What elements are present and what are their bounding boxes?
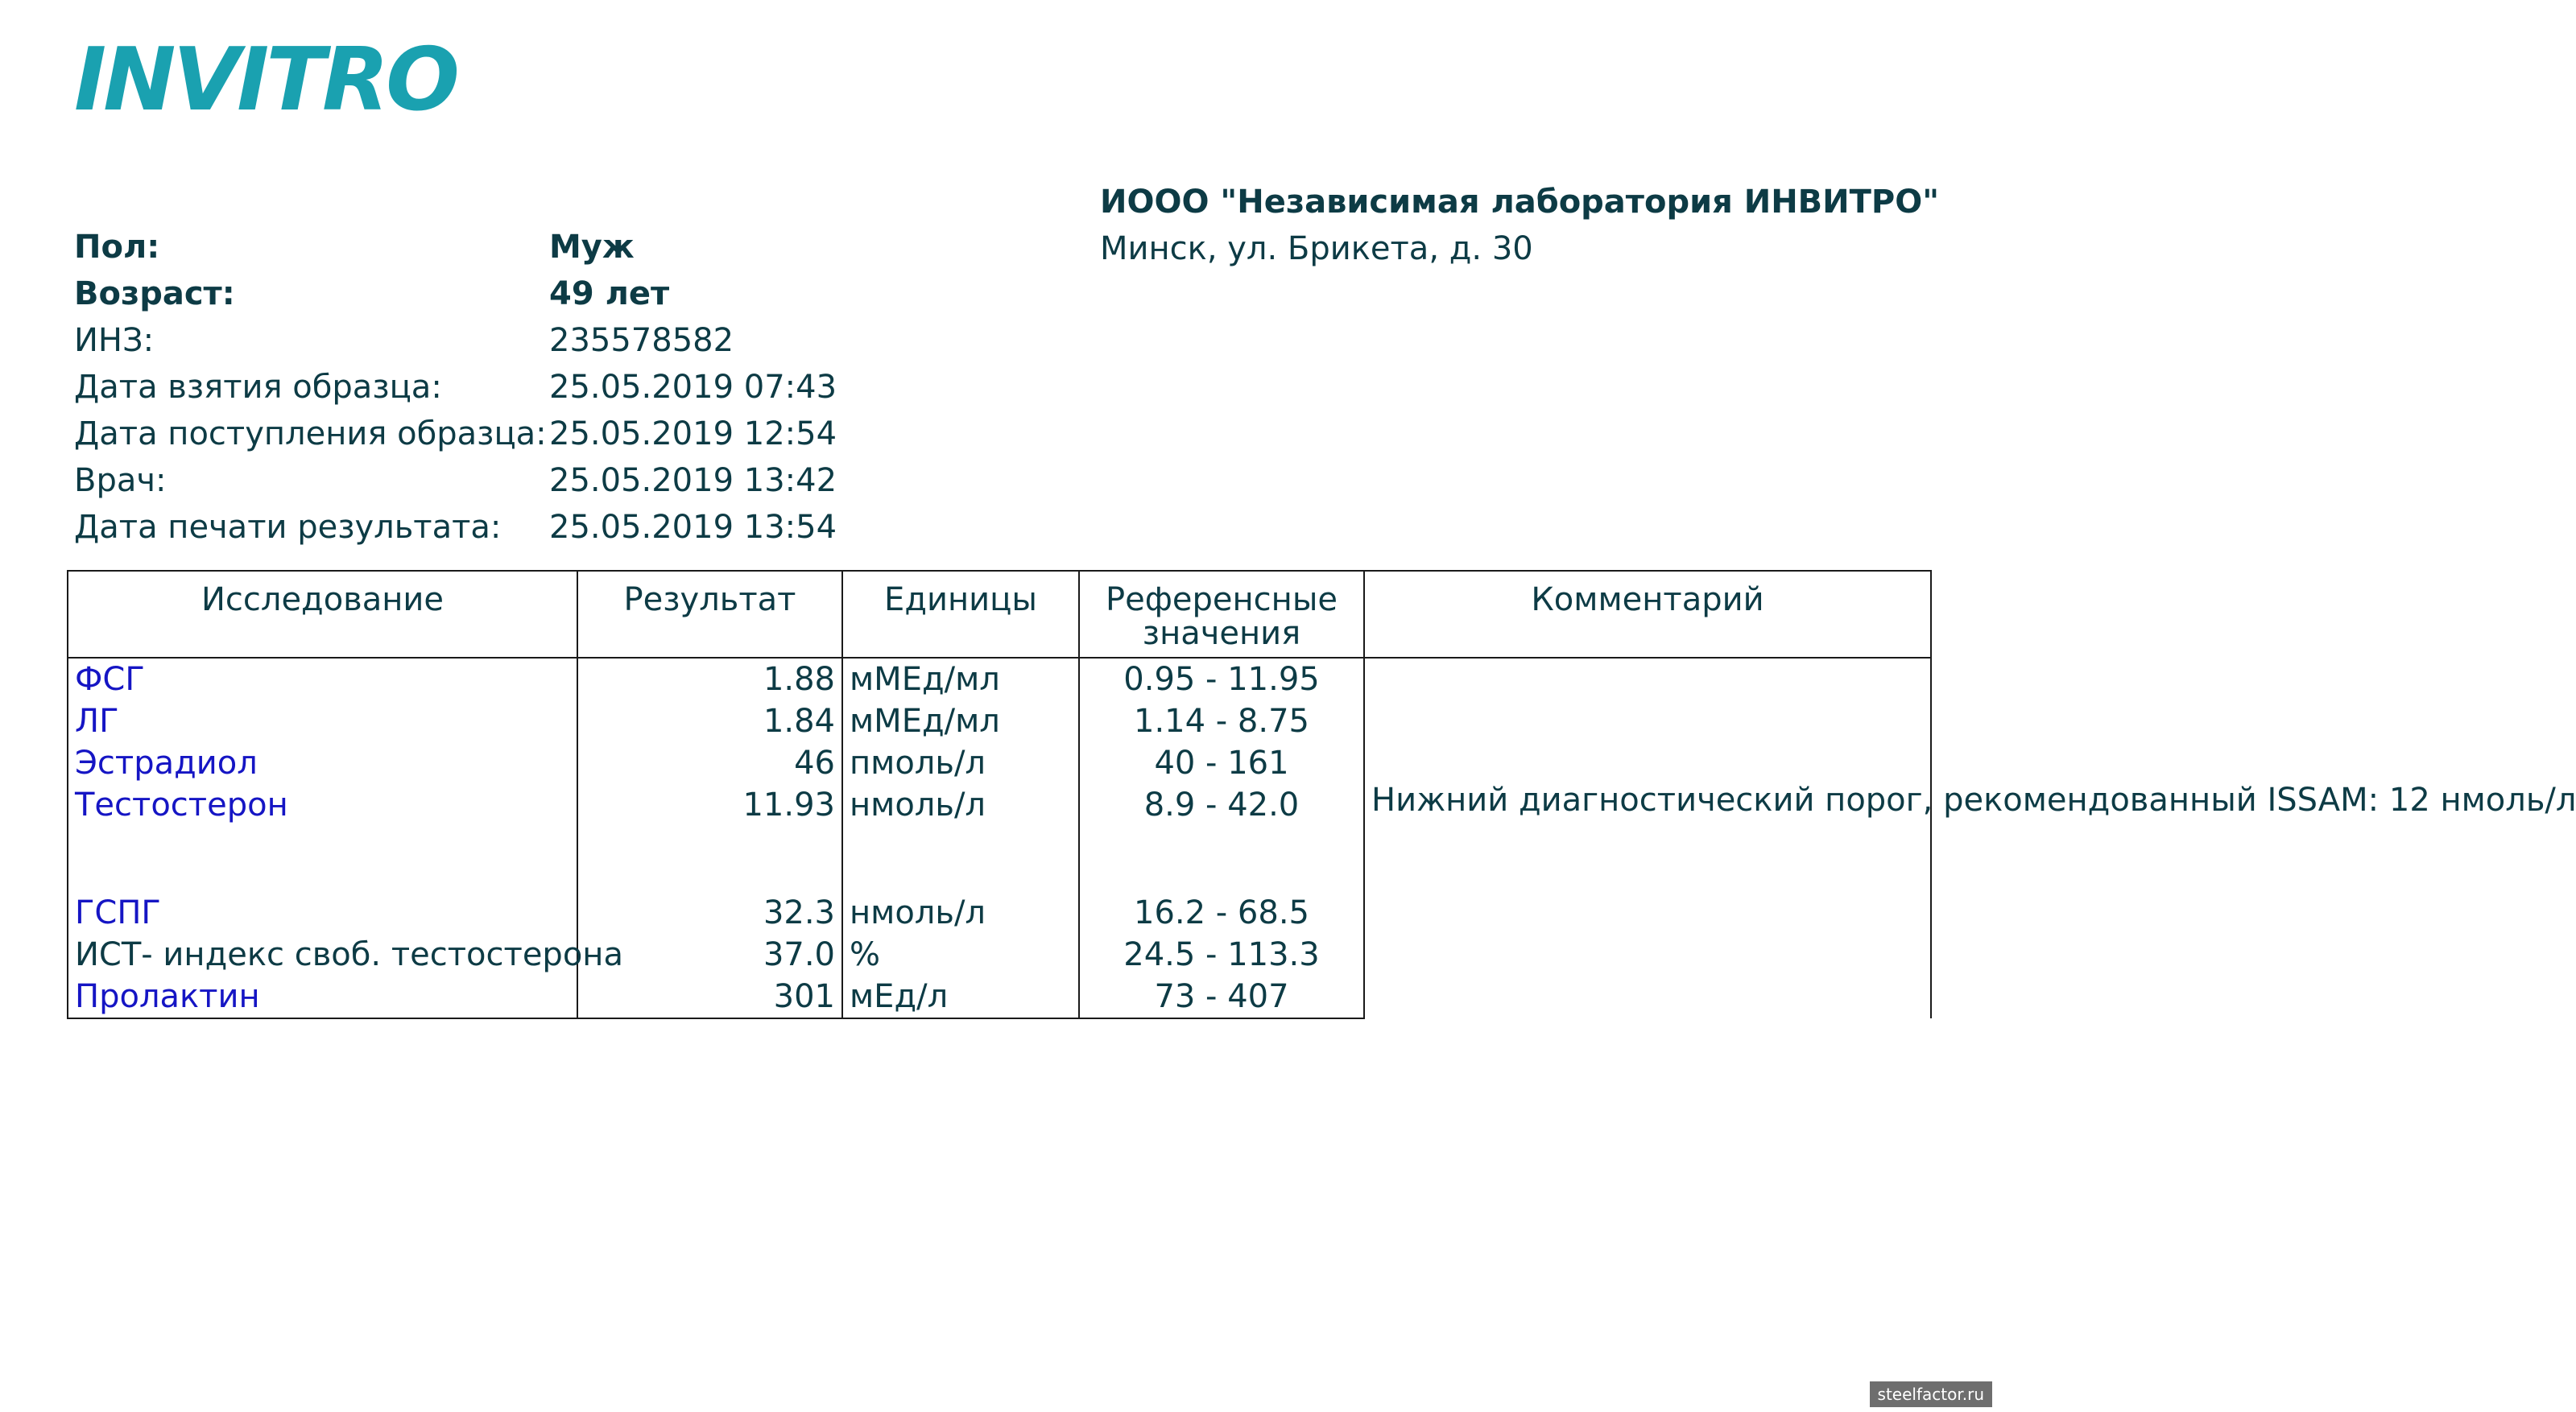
test-reference: 8.9 - 42.0 <box>1079 784 1364 892</box>
test-units: % <box>842 934 1079 976</box>
field-value: 25.05.2019 13:42 <box>549 462 837 499</box>
test-reference: 73 - 407 <box>1079 976 1364 1018</box>
test-name: ФСГ <box>68 658 577 700</box>
test-result: 46 <box>577 742 842 784</box>
test-result: 32.3 <box>577 892 842 934</box>
field-label: Врач: <box>74 462 167 499</box>
header-reference-line1: Референсные <box>1105 581 1338 618</box>
field-value: 49 лет <box>549 275 670 312</box>
invitro-logo: INVITRO <box>74 30 457 130</box>
field-label: Дата печати результата: <box>74 509 502 546</box>
test-units: пмоль/л <box>842 742 1079 784</box>
test-units: нмоль/л <box>842 784 1079 892</box>
test-reference: 1.14 - 8.75 <box>1079 700 1364 742</box>
lab-address: Минск, ул. Брикета, д. 30 <box>1100 230 1533 267</box>
test-units: мЕд/л <box>842 976 1079 1018</box>
test-comment: Нижний диагностический порог, рекомендованный ISSAM: 12 нмоль/л <box>1371 782 2576 819</box>
test-reference: 16.2 - 68.5 <box>1079 892 1364 934</box>
test-result: 301 <box>577 976 842 1018</box>
field-label: ИНЗ: <box>74 322 155 359</box>
results-table <box>67 570 2576 1019</box>
test-name: Пролактин <box>68 976 577 1018</box>
field-value: Муж <box>549 229 635 266</box>
header-test: Исследование <box>68 571 577 658</box>
test-units: мМЕд/мл <box>842 700 1079 742</box>
lab-name: ИООО "Независимая лаборатория ИНВИТРО" <box>1100 184 1940 221</box>
field-label: Возраст: <box>74 275 235 312</box>
field-value: 25.05.2019 07:43 <box>549 369 837 406</box>
comment-cell <box>1364 658 2576 1018</box>
header-reference <box>1079 571 1364 658</box>
test-reference: 0.95 - 11.95 <box>1079 658 1364 700</box>
table-row <box>68 658 1931 700</box>
table-header-row <box>68 571 1931 658</box>
watermark: steelfactor.ru <box>1870 1381 1992 1407</box>
test-name: ИСТ- индекс своб. тестостерона <box>68 934 577 976</box>
test-name: Эстрадиол <box>68 742 577 784</box>
header-units: Единицы <box>842 571 1079 658</box>
test-result: 1.88 <box>577 658 842 700</box>
field-label: Пол: <box>74 229 160 266</box>
test-result: 1.84 <box>577 700 842 742</box>
header-comment: Комментарий <box>1364 571 1931 658</box>
test-name: ЛГ <box>68 700 577 742</box>
test-reference: 40 - 161 <box>1079 742 1364 784</box>
field-label: Дата поступления образца: <box>74 415 547 452</box>
field-value: 25.05.2019 12:54 <box>549 415 837 452</box>
test-units: мМЕд/мл <box>842 658 1079 700</box>
field-value: 235578582 <box>549 322 734 359</box>
test-result: 37.0 <box>577 934 842 976</box>
test-units: нмоль/л <box>842 892 1079 934</box>
test-name: Тестостерон <box>68 784 577 892</box>
header-result: Результат <box>577 571 842 658</box>
field-value: 25.05.2019 13:54 <box>549 509 837 546</box>
test-reference: 24.5 - 113.3 <box>1079 934 1364 976</box>
field-label: Дата взятия образца: <box>74 369 442 406</box>
test-name: ГСПГ <box>68 892 577 934</box>
lab-info <box>1100 179 1939 272</box>
test-result: 11.93 <box>577 784 842 892</box>
header-reference-line2: значения <box>1142 615 1301 652</box>
